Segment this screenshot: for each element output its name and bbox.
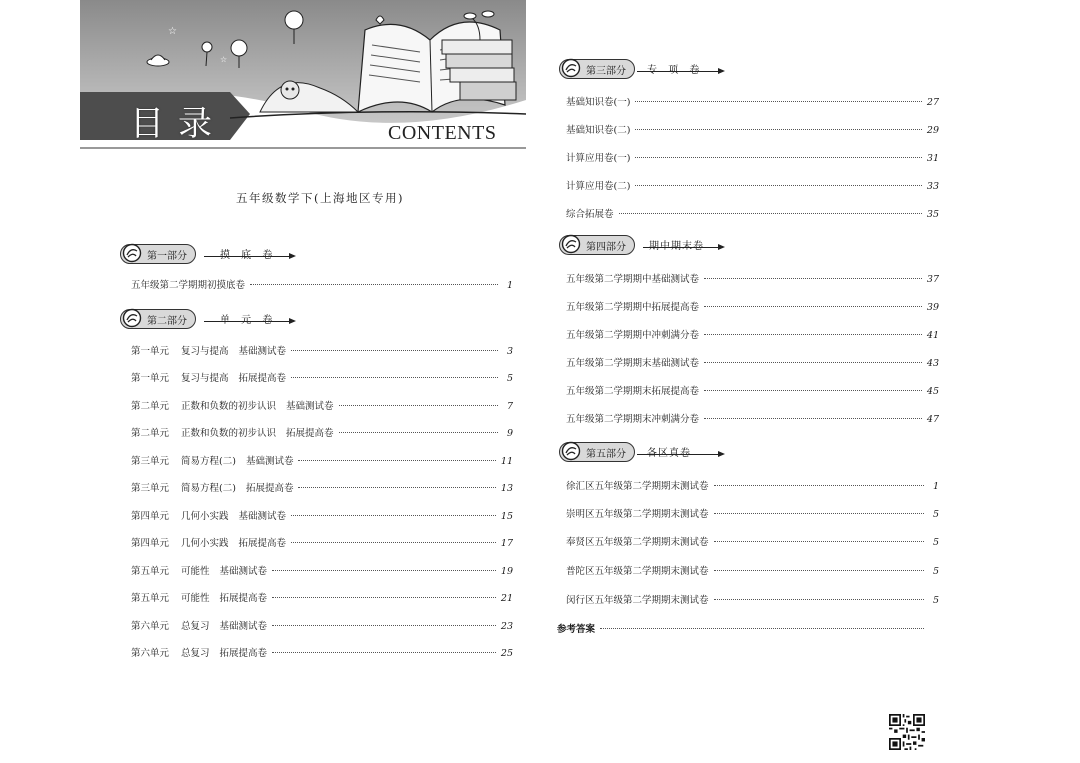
entry-title: 奉贤区五年级第二学期期末测试卷	[566, 537, 709, 548]
entry-kind: 拓展提高卷	[238, 538, 287, 549]
entry-page: 11	[500, 456, 513, 467]
entry-page: 47	[926, 414, 939, 425]
section-name: 摸 底 卷	[220, 250, 277, 261]
leader-dots	[714, 485, 924, 486]
toc-entry[interactable]	[131, 370, 513, 384]
entry-kind: 基础测试卷	[238, 346, 287, 357]
leader-dots	[635, 129, 921, 130]
swirl-badge-icon	[122, 243, 142, 263]
section-arrow	[637, 454, 719, 455]
section-header-5	[559, 441, 725, 463]
leader-dots	[635, 157, 921, 158]
swirl-badge-icon	[122, 308, 142, 328]
swirl-badge-icon	[561, 441, 581, 461]
leader-dots	[704, 334, 922, 335]
toc-entry[interactable]	[566, 122, 939, 136]
entry-topic: 正数和负数的初步认识	[181, 401, 277, 412]
entry-kind: 拓展提高卷	[219, 593, 268, 604]
entry-topic: 复习与提高	[181, 346, 229, 357]
entry-title: 参考答案	[557, 624, 596, 635]
entry-title: 五年级第二学期期中基础测试卷	[566, 274, 700, 285]
toc-entry[interactable]	[566, 150, 939, 164]
entry-page: 23	[500, 621, 513, 632]
entry-page: 33	[926, 181, 939, 192]
toc-entry[interactable]	[131, 618, 513, 632]
leader-dots	[291, 350, 498, 351]
page-title: 目录	[130, 104, 226, 144]
toc-entry[interactable]	[131, 508, 513, 522]
entry-page: 31	[926, 153, 939, 164]
entry-title: 五年级第二学期期中冲刺满分卷	[566, 330, 700, 341]
entry-page: 41	[926, 330, 939, 341]
section-label: 第二部分	[147, 315, 187, 327]
entry-page: 7	[506, 401, 513, 412]
entry-unit: 第三单元	[131, 456, 170, 467]
leader-dots	[250, 284, 498, 285]
entry-topic: 总复习	[181, 621, 210, 632]
entry-topic: 几何小实践	[181, 538, 229, 549]
toc-entry[interactable]	[131, 535, 513, 549]
entry-title: 计算应用卷(一)	[566, 153, 631, 164]
leader-dots	[714, 599, 924, 600]
entry-title: 计算应用卷(二)	[566, 181, 631, 192]
leader-dots	[291, 515, 496, 516]
entry-title: 普陀区五年级第二学期期末测试卷	[566, 566, 709, 577]
toc-entry[interactable]	[131, 343, 513, 357]
toc-entry[interactable]	[131, 590, 513, 604]
toc-entry[interactable]	[131, 563, 513, 577]
entry-topic: 简易方程(二)	[181, 456, 236, 467]
entry-page: 25	[500, 648, 513, 659]
section-arrow	[637, 71, 719, 72]
leader-dots	[272, 652, 496, 653]
leader-dots	[298, 460, 495, 461]
leader-dots	[291, 542, 496, 543]
entry-unit: 第五单元	[131, 593, 170, 604]
section-name: 各区真卷	[647, 448, 691, 459]
section-name: 专 项 卷	[647, 65, 704, 76]
leader-dots	[339, 405, 498, 406]
entry-unit: 第二单元	[131, 401, 170, 412]
leader-dots	[339, 432, 498, 433]
section-header-4	[559, 234, 725, 256]
entry-page: 45	[926, 386, 939, 397]
entry-topic: 可能性	[181, 593, 210, 604]
toc-entry[interactable]	[566, 94, 939, 108]
header-banner	[80, 0, 526, 150]
entry-kind: 拓展提高卷	[219, 648, 268, 659]
leader-dots	[600, 628, 924, 629]
entry-title: 五年级第二学期期中拓展提高卷	[566, 302, 700, 313]
svg-text:☆: ☆	[220, 55, 228, 64]
leader-dots	[272, 597, 496, 598]
entry-unit: 第一单元	[131, 346, 170, 357]
entry-unit: 第六单元	[131, 648, 170, 659]
toc-entry[interactable]	[566, 383, 939, 397]
entry-page: 1	[506, 280, 513, 291]
leader-dots	[704, 278, 922, 279]
entry-page: 15	[500, 511, 513, 522]
section-header-3	[559, 58, 725, 80]
toc-entry[interactable]	[566, 592, 939, 606]
entry-kind: 基础测试卷	[219, 621, 268, 632]
entry-page: 19	[500, 566, 513, 577]
section-name: 期中期末卷	[649, 241, 704, 252]
leader-dots	[714, 570, 924, 571]
leader-dots	[635, 101, 921, 102]
leader-dots	[272, 625, 496, 626]
entry-page: 9	[506, 428, 513, 439]
entry-kind: 基础测试卷	[219, 566, 268, 577]
entry-page: 35	[926, 209, 939, 220]
entry-page: 29	[926, 125, 939, 136]
entry-unit: 第四单元	[131, 538, 170, 549]
entry-topic: 复习与提高	[181, 373, 229, 384]
entry-unit: 第一单元	[131, 373, 170, 384]
toc-entry[interactable]	[566, 506, 939, 520]
leader-dots	[272, 570, 496, 571]
toc-entry[interactable]	[131, 645, 513, 659]
section-label: 第五部分	[586, 448, 626, 460]
entry-page: 5	[506, 373, 513, 384]
entry-page: 1	[932, 481, 939, 492]
section-label: 第一部分	[147, 250, 187, 262]
section-arrow	[643, 247, 719, 248]
toc-entry[interactable]	[566, 478, 939, 492]
entry-kind: 基础测试卷	[245, 456, 294, 467]
entry-title: 五年级第二学期期初摸底卷	[131, 280, 246, 291]
leader-dots	[714, 541, 924, 542]
toc-entry[interactable]	[566, 411, 939, 425]
leader-dots	[619, 213, 922, 214]
section-arrow	[204, 256, 290, 257]
entry-title: 基础知识卷(二)	[566, 125, 631, 136]
toc-entry[interactable]	[131, 425, 513, 439]
toc-entry[interactable]	[566, 355, 939, 369]
section-header-2	[120, 308, 296, 330]
section-label: 第三部分	[586, 65, 626, 77]
section-arrow	[204, 321, 290, 322]
entry-kind: 拓展提高卷	[245, 483, 294, 494]
section-label: 第四部分	[586, 241, 626, 253]
toc-entry[interactable]	[566, 178, 939, 192]
entry-topic: 总复习	[181, 648, 210, 659]
section-header-1	[120, 243, 296, 265]
entry-title: 基础知识卷(一)	[566, 97, 631, 108]
toc-entry[interactable]	[131, 453, 513, 467]
toc-entry[interactable]	[566, 534, 939, 548]
toc-entry[interactable]	[131, 480, 513, 494]
entry-title: 五年级第二学期期末拓展提高卷	[566, 386, 700, 397]
entry-title: 徐汇区五年级第二学期期末测试卷	[566, 481, 709, 492]
entry-page: 5	[932, 595, 939, 606]
entry-topic: 简易方程(二)	[181, 483, 236, 494]
leader-dots	[635, 185, 921, 186]
swirl-badge-icon	[561, 58, 581, 78]
entry-kind: 拓展提高卷	[286, 428, 334, 439]
entry-unit: 第二单元	[131, 428, 170, 439]
entry-unit: 第四单元	[131, 511, 170, 522]
entry-topic: 可能性	[181, 566, 210, 577]
leader-dots	[298, 487, 495, 488]
toc-entry[interactable]	[131, 277, 513, 291]
entry-page: 21	[500, 593, 513, 604]
entry-kind: 拓展提高卷	[238, 373, 287, 384]
entry-unit: 第六单元	[131, 621, 170, 632]
entry-unit: 第五单元	[131, 566, 170, 577]
toc-entry[interactable]	[131, 398, 513, 412]
svg-text:☆: ☆	[168, 26, 177, 37]
entry-page: 43	[926, 358, 939, 369]
entry-title: 五年级第二学期期末冲刺满分卷	[566, 414, 700, 425]
toc-entry[interactable]	[566, 299, 939, 313]
entry-topic: 正数和负数的初步认识	[181, 428, 277, 439]
page-subtitle: CONTENTS	[388, 122, 497, 144]
entry-kind: 基础测试卷	[238, 511, 287, 522]
toc-entry[interactable]	[566, 271, 939, 285]
leader-dots	[704, 306, 922, 307]
leader-dots	[704, 362, 922, 363]
entry-title: 崇明区五年级第二学期期末测试卷	[566, 509, 709, 520]
entry-page: 13	[500, 483, 513, 494]
entry-page: 3	[506, 346, 513, 357]
toc-entry[interactable]	[566, 563, 939, 577]
entry-title: 五年级第二学期期末基础测试卷	[566, 358, 700, 369]
entry-page: 37	[926, 274, 939, 285]
leader-dots	[714, 513, 924, 514]
entry-title: 闵行区五年级第二学期期末测试卷	[566, 595, 709, 606]
entry-page: 39	[926, 302, 939, 313]
leader-dots	[704, 390, 922, 391]
entry-page: 5	[932, 566, 939, 577]
entry-page: 27	[926, 97, 939, 108]
swirl-badge-icon	[561, 234, 581, 254]
entry-title: 综合拓展卷	[566, 209, 614, 220]
qr-code-icon[interactable]	[889, 714, 925, 750]
entry-page: 17	[500, 538, 513, 549]
entry-page: 5	[932, 509, 939, 520]
entry-unit: 第三单元	[131, 483, 170, 494]
book-title: 五年级数学下(上海地区专用)	[236, 191, 404, 205]
entry-page: 5	[932, 537, 939, 548]
toc-entry[interactable]	[566, 206, 939, 220]
leader-dots	[704, 418, 922, 419]
entry-kind: 基础测试卷	[286, 401, 334, 412]
toc-entry-answers[interactable]	[557, 621, 939, 635]
entry-topic: 几何小实践	[181, 511, 229, 522]
toc-entry[interactable]	[566, 327, 939, 341]
section-name: 单 元 卷	[220, 315, 277, 326]
leader-dots	[291, 377, 498, 378]
